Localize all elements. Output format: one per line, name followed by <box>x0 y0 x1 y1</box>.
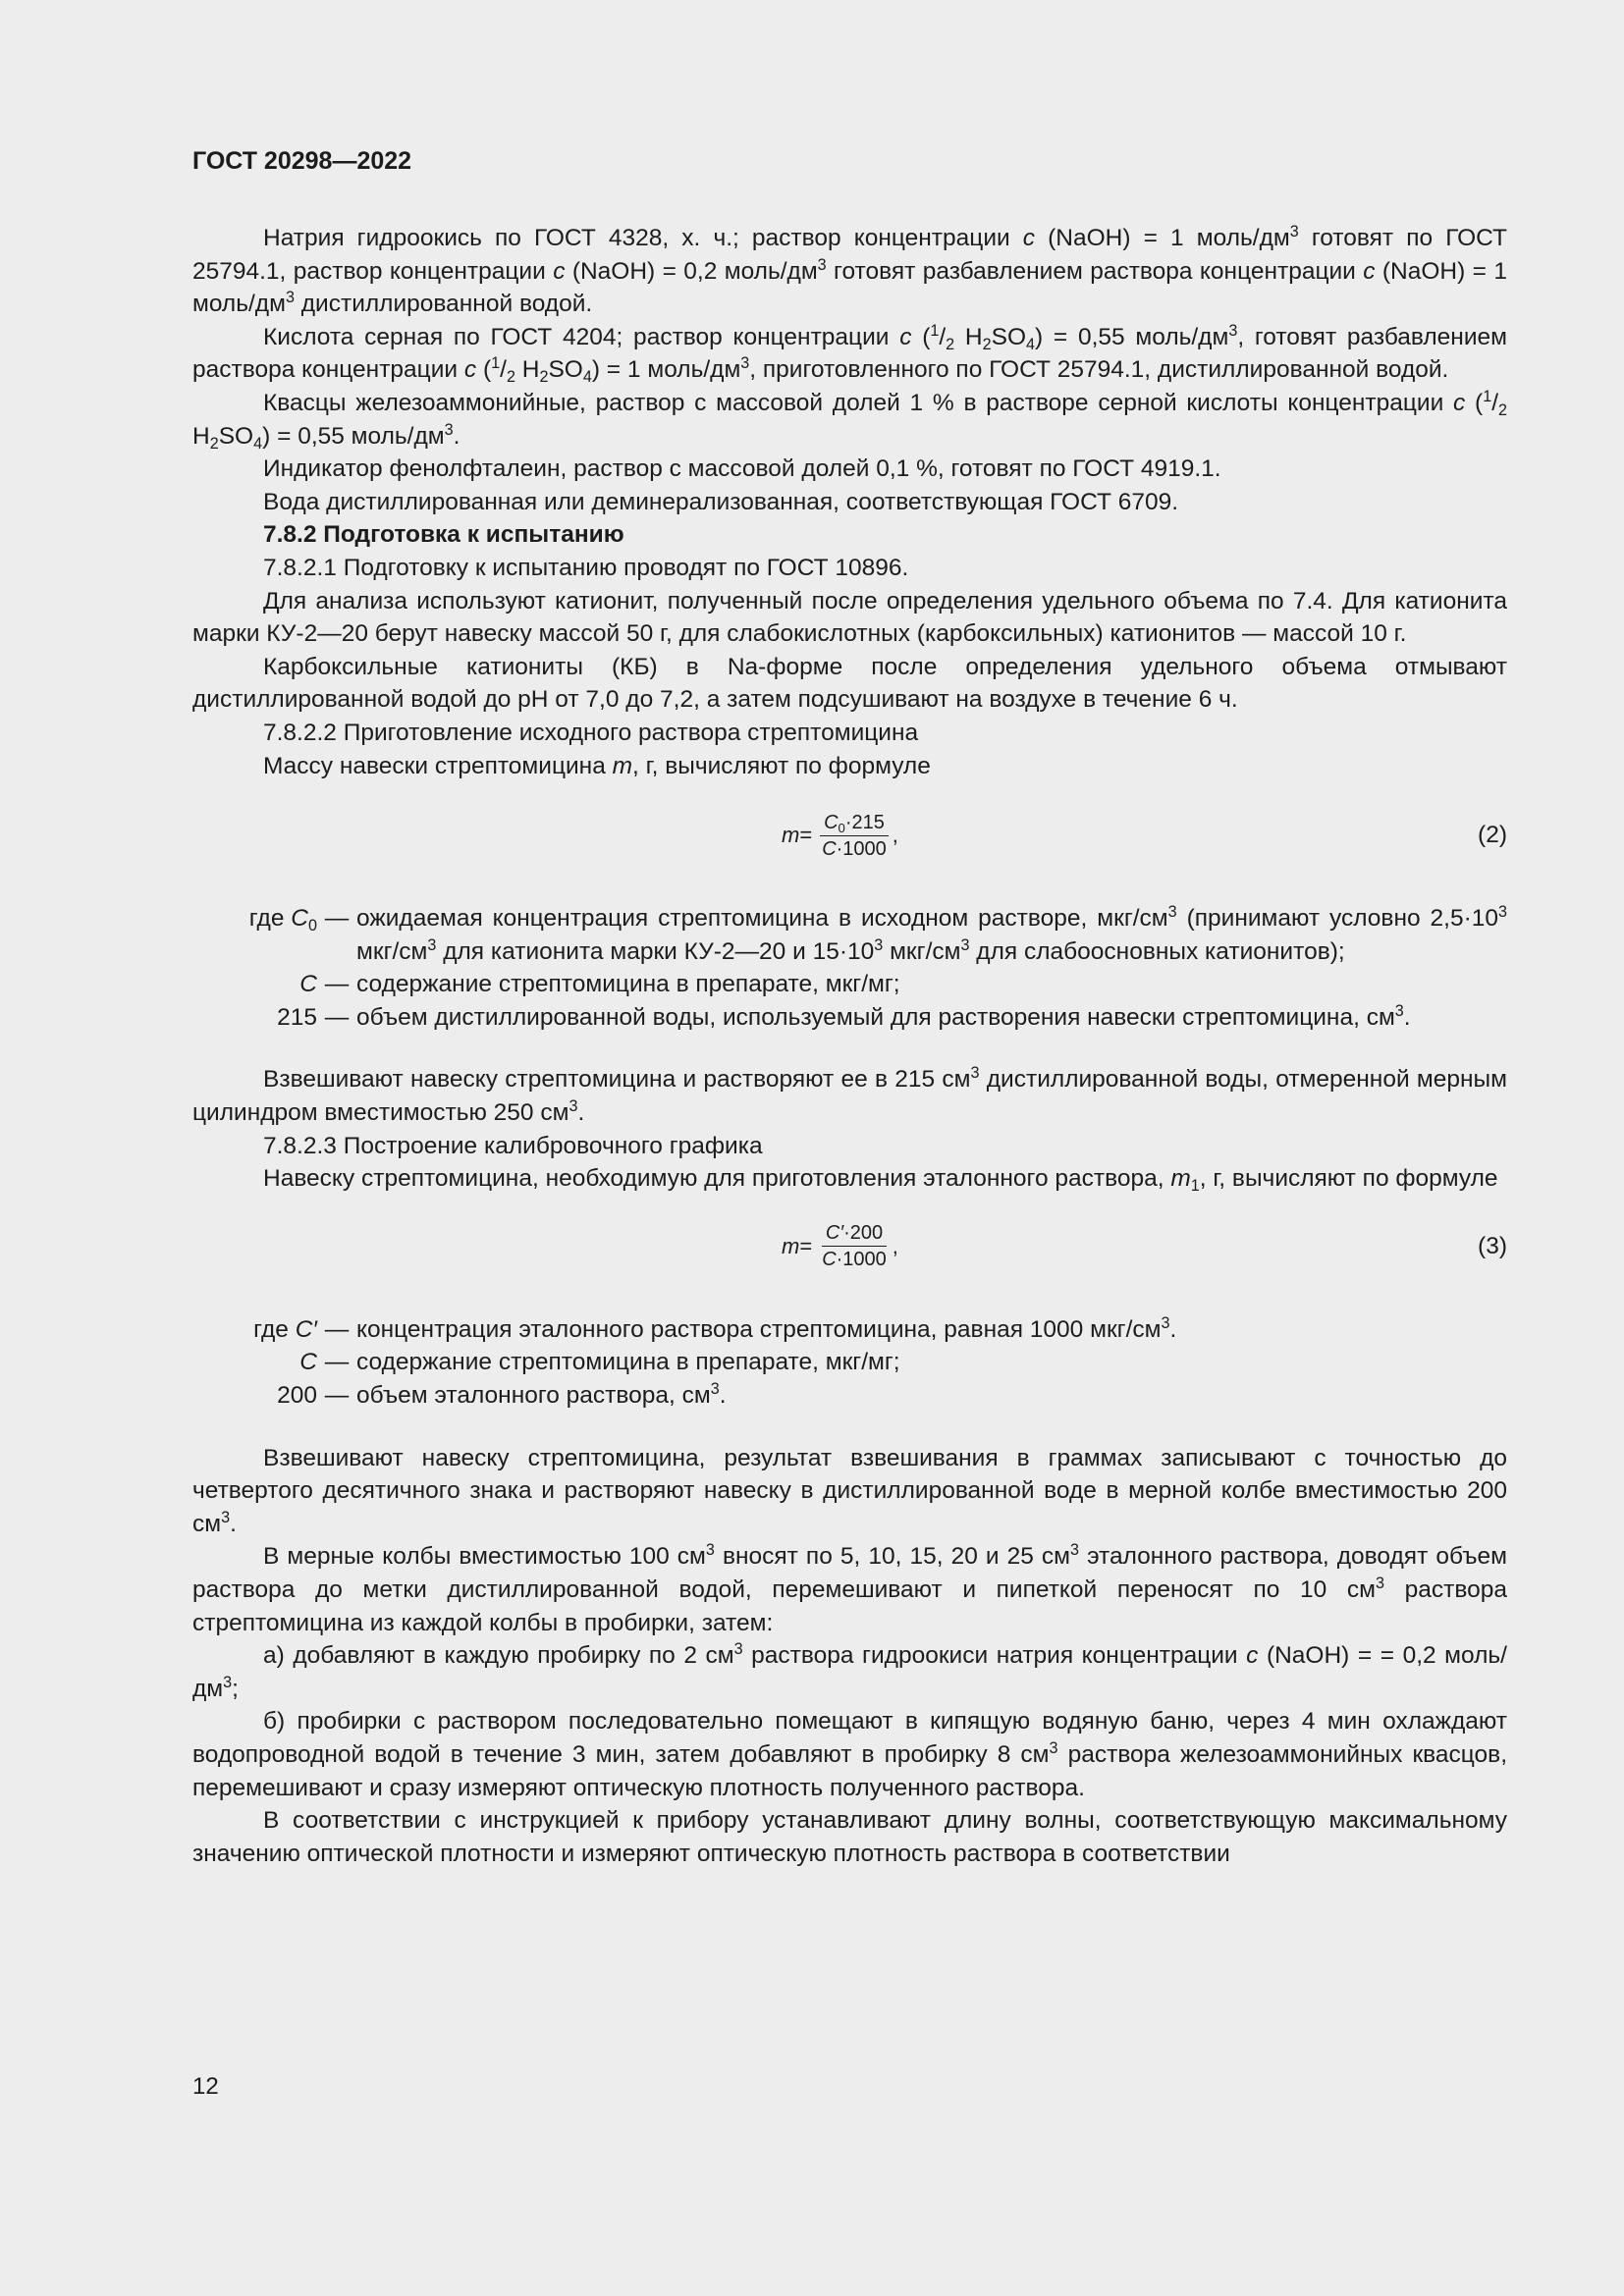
list-item-b: б) пробирки с раствором последовательно помещают в кипящую водяную баню, через 4 мин охлаждают водопроводной водой в течение 3 мин, затем добавляют в пробирку 8 $см^3$ раствора железоаммонийных квасцов, перемешивают и сразу измеряют оптическую плотность полученного раствора. <box>192 1708 1507 1801</box>
formula-2-fraction: $\frac{C_0\cdot 215}{C\cdot 1000}$ <box>818 810 891 862</box>
where-item: 215 — объем дистиллированной воды, используемый для растворения навески стрептомицина, $см^3$. <box>277 1001 1411 1031</box>
where-item: где $C_0$ — ожидаемая концентрация стрептомицина в исходном растворе, мкг/$см^3$ (принимают условно $2,5\cdot 10^3$ мкг/$см^3$ для катионита марки КУ-2—20 и $15\cdot 10^3$ мкг/$см^3$ для слабоосновных катионитов); <box>248 903 1507 965</box>
paragraph-instrument: В соответствии с инструкцией к прибору устанавливают длину волны, соответствующую максимальному значению оптической плотности и измеряют оптическую плотность раствора в соответствии <box>192 1807 1507 1867</box>
paragraph-dissolve: Взвешивают навеску стрептомицина и растворяют ее в 215 $см^3$ дистиллированной воды, отмеренной мерным цилиндром вместимостью 250 $см^3$. <box>192 1064 1507 1127</box>
formula-2-number: (2) <box>1478 822 1507 849</box>
where-item: C — содержание стрептомицина в препарате, мкг/мг; <box>299 1349 900 1376</box>
paragraph-mass-formula-intro: Массу навески стрептомицина m, г, вычисляют по формуле <box>263 752 931 779</box>
where-list-2 <box>192 902 1507 1034</box>
formula-2-expression: m = $\frac{C_0\cdot 215}{C\cdot 1000}$ , <box>782 811 898 860</box>
page-content <box>192 222 1507 1870</box>
page-number: 12 <box>192 2073 219 2100</box>
where-item: 200 — объем эталонного раствора, $см^3$. <box>277 1380 727 1410</box>
paragraph-7-8-2-1: 7.8.2.1 Подготовку к испытанию проводят по ГОСТ 10896. <box>263 554 909 581</box>
where-item: C — содержание стрептомицина в препарате, мкг/мг; <box>299 971 900 998</box>
paragraph-standard-formula-intro: Навеску стрептомицина, необходимую для приготовления эталонного раствора, $m_1$, г, вычисляют по формуле <box>263 1165 1498 1196</box>
paragraph-7-8-2-3: 7.8.2.3 Построение калибровочного графика <box>263 1132 763 1159</box>
where-item: где C′ — концентрация эталонного раствора стрептомицина, равная 1000 мкг/$см^3$. <box>253 1313 1177 1343</box>
paragraph-indicator: Индикатор фенолфталеин, раствор с массовой долей 0,1 %, готовят по ГОСТ 4919.1. <box>263 455 1221 483</box>
formula-3-expression: m = $\frac{C'\cdot 200}{C\cdot 1000}$ , <box>782 1222 898 1271</box>
paragraph-carboxylic: Карбоксильные катиониты (КБ) в Na-форме после определения удельного объема отмывают дистиллированной водой до pH от 7,0 до 7,2, а затем подсушивают на воздухе в течение 6 ч. <box>192 653 1507 714</box>
paragraph-weighing: Взвешивают навеску стрептомицина, результат взвешивания в граммах записывают с точностью до четвертого десятичного знака и растворяют навеску в дистиллированной воде в мерной колбе вместимостью 200 $см^3$. <box>192 1444 1507 1537</box>
where-list-3 <box>192 1313 1507 1413</box>
section-heading: 7.8.2 Подготовка к испытанию <box>263 521 624 549</box>
formula-3-fraction: $\frac{C'\cdot 200}{C\cdot 1000}$ <box>822 1222 887 1271</box>
document-header: ГОСТ 20298—2022 <box>192 147 412 175</box>
paragraph-flasks: В мерные колбы вместимостью 100 $см^3$ вносят по 5, 10, 15, 20 и 25 $см^3$ эталонного раствора, доводят объем раствора до метки дистиллированной водой, перемешивают и пипеткой переносят по 10 $см^3$ раствора стрептомицина из каждой колбы в пробирки, затем: <box>192 1541 1507 1636</box>
paragraph-7-8-2-2: 7.8.2.2 Приготовление исходного раствора стрептомицина <box>263 719 919 746</box>
paragraph-analysis: Для анализа используют катионит, полученный после определения удельного объема по 7.4. Для катионита марки КУ-2—20 берут навеску массой 50 г, для слабокислотных (карбоксильных) катионитов — массой 10 г. <box>192 587 1507 648</box>
formula-3 <box>192 1207 1507 1286</box>
paragraph-alum: Квасцы железоаммонийные, раствор с массовой долей 1 % в растворе серной кислоты концентрации c ($^1/_2$ $H_2SO_4) = 0,55$ моль/$дм^3$. <box>192 388 1507 453</box>
paragraph-water: Вода дистиллированная или деминерализованная, соответствующая ГОСТ 6709. <box>263 488 1179 515</box>
list-item-a: а) добавляют в каждую пробирку по 2 $см^3$ раствора гидроокиси натрия концентрации c (NaOH) = = 0,2 моль/$дм^3$; <box>192 1640 1507 1702</box>
paragraph-sulfuric-acid: Кислота серная по ГОСТ 4204; раствор концентрации c ($^1/_2$ $H_2SO_4) = 0,55$ моль/$дм^3$, готовят разбавлением раствора концентрации c ($^1/_2$ $H_2SO_4) = 1$ моль/$дм^3$, приготовленного по ГОСТ 25794.1, дистиллированной водой. <box>192 321 1507 387</box>
formula-2 <box>192 796 1507 875</box>
paragraph-sodium-hydroxide: Натрия гидроокись по ГОСТ 4328, х. ч.; раствор концентрации c (NaOH) = 1 моль/$дм^3$ готовят по ГОСТ 25794.1, раствор концентрации c (NaOH) = 0,2 моль/$дм^3$ готовят разбавлением раствора концентрации c (NaOH) = 1 моль/$дм^3$ дистиллированной водой. <box>192 223 1507 318</box>
formula-3-number: (3) <box>1478 1233 1507 1260</box>
